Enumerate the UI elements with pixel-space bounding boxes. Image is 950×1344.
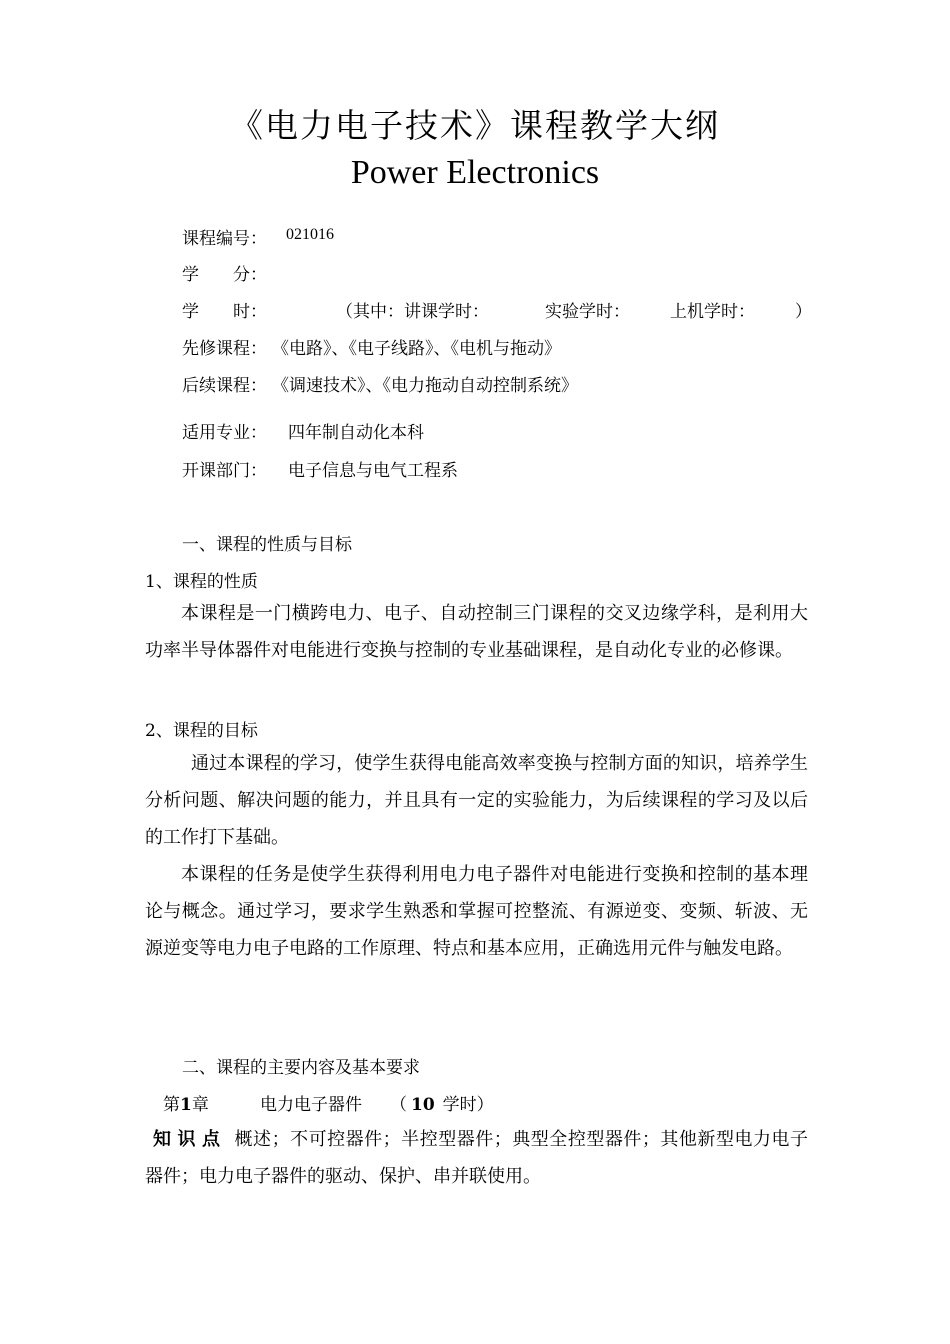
credit-label: 学 分： [182, 265, 267, 285]
section-heading-main-content: 二、课程的主要内容及基本要求 [182, 1058, 420, 1078]
chapter-hours [390, 1090, 494, 1115]
course-title-chinese: 《电力电子技术》课程教学大纲 [230, 106, 720, 145]
major-value: 四年制自动化本科 [288, 423, 424, 442]
course-title-english: Power Electronics [350, 154, 600, 191]
chapter-title: 电力电子器件 [260, 1095, 362, 1115]
chapter-hours-number: 10 [411, 1095, 435, 1115]
lab-hours-label: 实验学时： [545, 302, 630, 322]
prerequisite-value: 《电路》、《电子线路》、《电机与拖动》 [272, 339, 561, 358]
hours-label: 学 时： [182, 302, 267, 322]
major-label: 适用专业： [182, 423, 267, 443]
knowledge-points-label: 知识点 [153, 1129, 227, 1150]
chapter-heading [163, 1090, 209, 1115]
prerequisite-label: 先修课程： [182, 339, 267, 359]
computer-hours-label: 上机学时： [670, 302, 755, 322]
chapter-hours-close: 学时） [442, 1095, 494, 1115]
followup-label: 后续课程： [182, 376, 267, 396]
course-code-value: 021016 [286, 226, 334, 243]
subsection-heading-goals: 2、课程的目标 [145, 721, 258, 741]
section-heading-nature-goals: 一、课程的性质与目标 [182, 535, 352, 555]
course-code-label: 课程编号： [182, 229, 267, 249]
paragraph-course-goals: 通过本课程的学习，使学生获得电能高效率变换与控制方面的知识，培养学生分析问题、解决问题的能力，并且具有一定的实验能力，为后续课程的学习及以后的工作打下基础。 [145, 753, 808, 848]
followup-value: 《调速技术》、《电力拖动自动控制系统》 [272, 376, 578, 395]
hours-close-paren: ） [795, 302, 812, 322]
department-value: 电子信息与电气工程系 [288, 461, 458, 480]
department-label: 开课部门： [182, 461, 267, 481]
chapter-number: 1 [180, 1095, 192, 1115]
knowledge-points-paragraph [145, 1121, 808, 1195]
knowledge-points-text: 概述；不可控器件；半控型器件；典型全控型器件；其他新型电力电子器件；电力电子器件的驱动、保护、串并联使用。 [145, 1129, 808, 1187]
paragraph-course-tasks: 本课程的任务是使学生获得利用电力电子器件对电能进行变换和控制的基本理论与概念。通过学习，要求学生熟悉和掌握可控整流、有源逆变、变频、斩波、无源逆变等电力电子电路的工作原理、特点和基本应用，正确选用元件与触发电路。 [145, 864, 808, 959]
paragraph-course-nature: 本课程是一门横跨电力、电子、自动控制三门课程的交叉边缘学科，是利用大功率半导体器件对电能进行变换与控制的专业基础课程，是自动化专业的必修课。 [145, 603, 808, 661]
chapter-suffix: 章 [191, 1095, 209, 1115]
chapter-hours-open: （ [390, 1095, 407, 1115]
subsection-heading-nature: 1、课程的性质 [145, 572, 258, 592]
lecture-hours-label: （其中：讲课学时： [336, 302, 489, 322]
chapter-prefix: 第 [163, 1095, 180, 1115]
